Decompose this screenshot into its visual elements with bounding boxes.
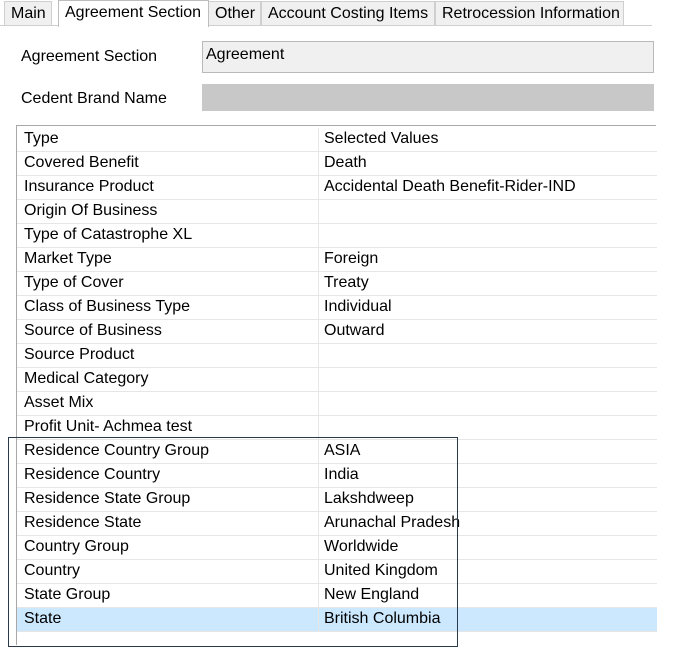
row-selected-value[interactable]: India [324, 466, 359, 483]
tab-agreement-section[interactable]: Agreement Section [58, 0, 209, 27]
row-type: Asset Mix [24, 394, 94, 411]
row-type: Type of Catastrophe XL [24, 226, 193, 243]
column-divider [318, 320, 319, 344]
table-row[interactable] [17, 200, 657, 224]
row-type: Residence State Group [24, 490, 191, 507]
row-type: Country Group [24, 538, 129, 555]
table-row[interactable] [17, 176, 657, 200]
column-divider [318, 512, 319, 536]
column-divider [318, 344, 319, 368]
row-type: Covered Benefit [24, 154, 139, 171]
row-selected-value[interactable]: Worldwide [324, 538, 399, 555]
column-divider [318, 296, 319, 320]
column-divider [318, 152, 319, 176]
table-row[interactable] [17, 512, 657, 536]
values-grid [16, 125, 656, 645]
tab-retrocession-information[interactable]: Retrocession Information [435, 1, 624, 25]
row-type: Residence State [24, 514, 142, 531]
row-type: Source of Business [24, 322, 162, 339]
table-row[interactable] [17, 488, 657, 512]
row-type: Origin Of Business [24, 202, 158, 219]
row-selected-value[interactable]: Individual [324, 298, 392, 315]
column-divider [318, 608, 319, 632]
column-divider [318, 224, 319, 248]
row-type: Residence Country [24, 466, 161, 483]
column-divider [318, 536, 319, 560]
column-divider [318, 584, 319, 608]
table-row[interactable] [17, 464, 657, 488]
table-row[interactable] [17, 416, 657, 440]
row-selected-value[interactable]: Arunachal Pradesh [324, 514, 461, 531]
column-divider [318, 368, 319, 392]
tab-other[interactable]: Other [208, 1, 261, 25]
row-selected-value[interactable]: United Kingdom [324, 562, 438, 579]
row-selected-value[interactable]: New England [324, 586, 420, 603]
table-row[interactable] [17, 320, 657, 344]
header-selected-values: Selected Values [324, 130, 439, 147]
table-row[interactable] [17, 296, 657, 320]
row-type: Source Product [24, 346, 135, 363]
row-selected-value[interactable]: British Columbia [324, 610, 441, 627]
row-type: Type of Cover [24, 274, 124, 291]
agreement-section-field[interactable]: Agreement [202, 41, 654, 73]
row-type: Profit Unit- Achmea test [24, 418, 193, 435]
tab-account-costing-items[interactable]: Account Costing Items [261, 1, 435, 25]
column-divider [318, 272, 319, 296]
row-type: Market Type [24, 250, 112, 267]
row-type: State [24, 610, 62, 627]
table-row[interactable] [17, 272, 657, 296]
row-selected-value[interactable]: Outward [324, 322, 385, 339]
table-row[interactable] [17, 608, 657, 632]
table-row[interactable] [17, 392, 657, 416]
column-divider [318, 464, 319, 488]
column-divider [318, 176, 319, 200]
row-selected-value[interactable]: Lakshdweep [324, 490, 414, 507]
row-type: Insurance Product [24, 178, 154, 195]
cedent-brand-name-field [202, 84, 654, 111]
row-selected-value[interactable]: Accidental Death Benefit-Rider-IND [324, 178, 576, 195]
table-row[interactable] [17, 536, 657, 560]
column-divider [318, 440, 319, 464]
column-divider [318, 248, 319, 272]
tab-main[interactable]: Main [4, 1, 52, 25]
cedent-brand-name-label: Cedent Brand Name [21, 90, 167, 107]
tab-bar [0, 0, 697, 26]
row-selected-value[interactable]: Foreign [324, 250, 379, 267]
table-row[interactable] [17, 560, 657, 584]
agreement-section-label: Agreement Section [21, 48, 158, 65]
header-type: Type [24, 130, 59, 147]
table-row[interactable] [17, 248, 657, 272]
table-row[interactable] [17, 344, 657, 368]
row-type: Class of Business Type [24, 298, 191, 315]
column-divider [318, 560, 319, 584]
column-divider [318, 416, 319, 440]
table-row[interactable] [17, 440, 657, 464]
row-type: State Group [24, 586, 111, 603]
row-type: Medical Category [24, 370, 149, 387]
column-divider [318, 488, 319, 512]
column-divider [318, 200, 319, 224]
row-selected-value[interactable]: Death [324, 154, 367, 171]
row-type: Country [24, 562, 81, 579]
grid-header [17, 128, 657, 152]
table-row[interactable] [17, 152, 657, 176]
table-row[interactable] [17, 584, 657, 608]
column-divider [318, 392, 319, 416]
column-divider [318, 128, 319, 152]
row-selected-value[interactable]: Treaty [324, 274, 369, 291]
row-selected-value[interactable]: ASIA [324, 442, 361, 459]
table-row[interactable] [17, 224, 657, 248]
row-type: Residence Country Group [24, 442, 209, 459]
table-row[interactable] [17, 368, 657, 392]
